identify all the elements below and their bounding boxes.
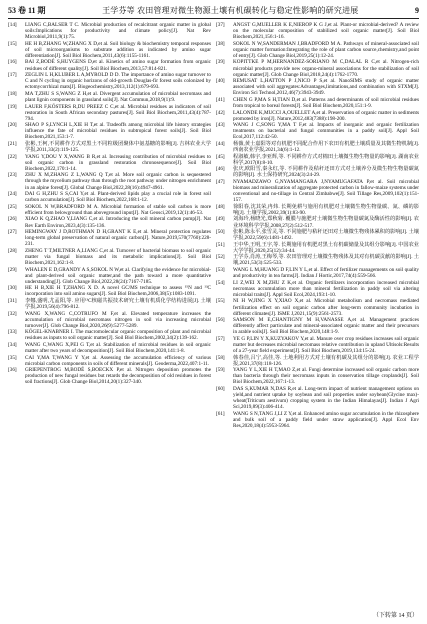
reference-number: [44] [216,140,225,147]
reference-number: [54] [216,279,225,286]
reference-text: NYAMADZAWO G,NYAMANGARA J,NYAMUGAFATA P,et al. Soil microbial biomass and mineralization of aggregate protected carbon in fallow-maize systems under conventional and no-tillage in Central Zimbabwe[J]. Soil Tillage Res,2009,102(1):151-157. [233,178,419,204]
reference-item [216,216,419,228]
reference-number: [36] [8,367,17,374]
reference-number: [30] [8,285,17,292]
reference-item [216,242,419,254]
reference-text: BAI Z,BODÉ S,HUYGENS D,et al. Kinetics of amino sugar formation from organic residues of different quality[J]. Soil Biol Biochem,2013,57:814-821. [25,59,211,72]
reference-number: [45] [216,153,225,160]
reference-item [216,386,419,410]
reference-item [8,204,211,216]
reference-number: [28] [8,247,17,254]
reference-text: WANG S N,TANG J,LI Z Y,et al. Enhanced amino sugar accumulation in the rhizosphere and bulk soil of a paddy field under straw application[J]. Appl Ecol Env Res,2020,18(4):5953-5964. [233,410,419,429]
reference-item [216,411,419,429]
reference-number: [15] [8,40,17,47]
reference-number: [50] [216,229,225,236]
reference-number: [39] [216,59,225,66]
reference-text: SAMSON M E,CHANTIGNY M H,VANASSE A,et al. Management practices differently affect particulate and mineral-associated organic matter and their precursors in arable soils[J]. Soil Biol Biochem,2020,148:1-9. [233,317,419,336]
reference-number: [51] [216,241,225,248]
reference-number: [60] [216,386,225,393]
reference-item [8,122,211,140]
reference-item [8,191,211,203]
reference-item [8,59,211,71]
reference-item [216,154,419,166]
reference-number: [24] [8,191,17,198]
reference-number: [33] [8,329,17,336]
reference-text: ZHENG T T,MILTNER A,LIANG C,et al. Turnover of bacterial biomass to soil organic matter via fungal biomass and its metabolic implications[J]. Soil Biol Biochem,2021,162:1-8. [25,247,211,266]
reference-text: WHALEN E D,GRANDY A S,SOKOL N W,et al. Clarifying the evidence for microbial-and plant-derived soil organic matter,and the path toward a more quantitative understanding[J]. Glob Change Biol,2022,28(24):7167-7185. [25,266,211,285]
reference-text: ZHU X M,ZHANG Z L,WANG Q T,et al. More soil organic carbon is sequestered through the mycelium pathway than through the root pathway under nitrogen enrichment in an alpine forest[J]. Global Change Biol,2022,28(16):4947-4961. [25,172,211,191]
reference-text: 杨薇,黄士嘉阳等对有机肥不同配合作用下农田有机肥土壤质量及其微生物机制[J]. 西南农业学报,2021,34(6):1-12. [233,140,419,154]
continued-note: （下转第 14 页） [372,613,418,619]
reference-text: XIAO K Q,ZHAO Y,LIANG C,et al. Introducing the soil mineral carbon pump[J]. Nat Rev Earth Environ,2023,4(3):135-136. [25,216,211,229]
reference-text: DAS S,KUMAR N,DAS R,et al. Long-term impact of nutrient management options on yield,and nutrient uptake by soybean and soil properties under soybean(Glycine max)-wheat(Triticum aestivum) cropping system in the Indian Himalayas[J]. Indian J Agri Sci,2019,89(3):406-414. [233,386,419,411]
reference-text: DAI G H,ZHU S S,CAI Y,et al. Plant-derived lipids play a crucial role in forest soil carbon accumulation[J]. Soil Biol Biochem,2022,168:1-12. [25,191,211,204]
reference-item [8,91,211,103]
reference-item [8,285,211,297]
reference-number: [42] [216,109,225,116]
reference-item [216,41,419,59]
reference-number: [41] [216,96,225,103]
reference-text: GRIEPENTROG M,BODÉ S,BOECKX P,et al. Nitrogen deposition promotes the production of new fungal residues but retards the decomposition of old residues in forest soil fractions[J]. Glob Change Biol,2014,20(1):327-340. [25,367,211,386]
reference-item [8,141,211,153]
reference-item [216,179,419,203]
reference-number: [49] [216,216,225,223]
reference-text: NI H W,JING X Y,XIAO X,et al. Microbial metabolism and necromass mediated fertilization effect on soil organic carbon after long-term community incubation in different climates[J]. ISME J,2021,15(9):2561-2573. [233,298,419,317]
reference-number: [18] [8,90,17,97]
reference-number: [37] [216,22,225,28]
reference-text: ANGST G,MUELLER K E,NIEROP K G J,et al. Plant-or microbial-derived? A review on the molecular composition of stabilized soil organic matter[J]. Soil Biol Biochem,2021,156:1-16. [233,22,419,41]
reference-number: [47] [216,178,225,185]
reference-item [216,122,419,140]
reference-number: [57] [216,335,225,342]
reference-number: [56] [216,317,225,324]
page-number: 9 [415,6,419,15]
references-right-column [216,22,419,430]
reference-item [216,166,419,178]
running-title: 王学芬等 农田管理对微生物源土壤有机碳转化与稳定性影响的研究进展 [102,6,359,15]
reference-text: ZEGLIN L H,KLUBER L A,MYROLD D D. The importance of amino sugar turnover to C and N cycling in organic horizons of old-growth Douglas-fir forest soils colonized by ectomycorrhizal mats[J]. Biogeochemistry,2013,112(1):679-693. [25,72,211,91]
reference-item [8,41,211,59]
reference-text: 张彬,王柯,不同耕作方式对黑土不同粒级团聚体中氨基糖的影响[J]. 吉林农业大学学报,2011,33(2):119-125. [25,140,211,154]
reference-item [8,172,211,190]
reference-number: [34] [8,341,17,348]
reference-item [216,141,419,153]
reference-number: [26] [8,216,17,223]
reference-item [216,355,419,367]
reference-number: [38] [216,40,225,47]
reference-text: HE H B,ZHANG W,ZHANG X D,et al. Soil biology & biochemistry temporal responses of soil microorganisms to substrate addition as indicated by amino sugar differentiation[J]. Soil Biol Biochem,2011,43(6):1155-1161. [25,40,211,59]
reference-item [8,311,211,329]
reference-item [8,248,211,266]
reference-number: [59] [216,367,225,374]
reference-text: LIANG C,BALSER T C. Microbial production of recalcitrant organic matter in global soils:Implications for productivity and climate policy[J]. Nat Rev Microbiol,2011,9(1):75. [25,22,211,41]
reference-item [216,280,419,298]
reference-text: SOKOL N W,SANDERMAN J,BRADFORD M A. Pathways of mineral-associated soil organic matter formation:Integrating the role of plant carbon source,chemistry,and point of entry[J]. Glob Change Biol,2019,25(1):12-24. [233,40,419,59]
reference-item [8,367,211,385]
reference-text: LALONDE K,MUCCI A,OUELLET A,et al. Preservation of organic matter in sediments promoted by iron[J]. Nature,2012,483(7388):198-200. [233,109,419,122]
reference-item [8,154,211,172]
reference-item [216,204,419,216]
reference-text: 王中华,王明,王宇,等. 长期施用有机肥对黑土有机碳储量及其组分影响[J]. 中国农业大学学报,2020,25(12):34-44. [233,241,419,254]
reference-text: HEMINGWAY J D,ROTHMAN D H,GRANT K E,et al. Mineral protection regulates long-term global preservation of natural organic carbon[J]. Nature,2019,570(7760):228-231. [25,229,211,248]
reference-item [216,267,419,279]
reference-text: 徐阳春,沈其荣,冉炜. 长期免耕与施用有机肥对土壤微生物生物量碳、氮、磷的影响[J]. 土壤学报,2002,39(1):83-90. [233,203,419,216]
reference-item [8,355,211,367]
reference-number: [19] [8,103,17,110]
reference-text: WANG J C,SONG Y,MA T F,et al. Impacts of inorganic and organic fertilization treatments on bacterial and fungal communities in a paddy soil[J]. Appl Soil Ecol,2017,112:42-50. [233,122,419,141]
reference-text: 张彬,陈永平,张雪灵,等. 不同施肥与秸秆还田对土壤微生物残体累积的影响[J]. 土壤学报,2022,59(6):1481-1492. [233,229,419,242]
reference-number: [48] [216,203,225,210]
reference-item [216,317,419,335]
reference-number: [25] [8,203,17,210]
reference-number: [46] [216,166,225,173]
reference-text: WANG C,WANG X,PEI G T,et al. Stabilization of microbial residues in soil organic matter after two years of decomposition[J]. Soil Biol Biochem,2020,141:1-8. [25,341,211,355]
reference-number: [40] [216,78,225,85]
reference-number: [58] [216,354,225,361]
reference-number: [32] [8,310,17,317]
reference-number: [31] [8,297,17,304]
reference-text: SOKOL N W,BRADFORD M A. Microbial formation of stable soil carbon is more efficient from belowground than aboveground input[J]. Nat Geosci,2019,12(1):46-53. [25,203,211,216]
reference-item [8,298,211,310]
reference-number: [16] [8,59,17,66]
reference-text: 韩春佳,吕宁,高佳,等. 土地利用方式对土壤有机碳及其组分的影响[J]. 农业工程学报,2021,37(8):118-126. [233,354,419,367]
reference-item [8,229,211,247]
reference-text: HE H B,XIE H T,ZHANG X D. A novel GC/MS technique to assess ¹⁵N and ¹³C incorporation into soil amino sugars[J]. Soil Biol Biochem,2006,38(5):1083-1091. [25,285,211,298]
reference-text: LI Z,WEI X M,ZHU Z K,et al. Organic fertilizers incorporation increased microbial necromass accumulation more than mineral fertilization in paddy soil via altering microbial traits[J]. Appl Soil Ecol,2024,193:1-10. [233,279,419,298]
reference-text: LAUER F,KÖSTERS R,DU PREEZ C C,et al. Microbial residues as indicators of soil restoration in South African secondary pastures[J]. Soil Biol Biochem,2011,43(4):787-794. [25,103,211,122]
reference-number: [20] [8,122,17,129]
reference-text: 程淑敏,韩宇,李亚辉,等. 不同耕作方式对棉田土壤微生物生物量的影响[J]. 湖南农业科学,2017(8):8-10. [233,153,419,166]
reference-number: [23] [8,172,17,179]
reference-number: [27] [8,229,17,236]
reference-item [216,78,419,96]
reference-text: WANG X,WANG C,COTRUFO M F,et al. Elevated temperature increases the accumulation of microbial necromass nitrogen in soil via increasing microbial turnover[J]. Glob Change Biol,2020,26(9):5277-5289. [25,310,211,329]
reference-text: 张庆,欧阳雪,秦永红,等. 不同耕作及秸秆还田方式对土壤养分及微生物生物量碳氮的影响[J]. 水土保持研究,2024(3):24-29. [233,166,419,179]
reference-item [8,72,211,90]
reference-item [216,254,419,266]
reference-number: [52] [216,254,225,261]
reference-text: REMUSAT L,HATTON P J,NICO P S,et al. NanoSIMS study of organic matter associated with soil aggregates:Advantages,limitations,and combination with STXM[J]. Environ Sci Technol,2012,46(7):3943-3949. [233,78,419,97]
volume-issue: 53 卷 11 期 [8,6,46,15]
reference-number: [22] [8,153,17,160]
reference-number: [43] [216,122,225,129]
reference-number: [61] [216,410,225,417]
reference-number: [14] [8,22,17,28]
reference-text: SHAO P S,LYNCH L,XIE H T,et al. Tradeoffs among microbial life history strategies influence the fate of microbial residues in subtropical forest soils[J]. Soil Biol Biochem,2021,153:1-7. [25,122,211,141]
reference-item [8,22,211,40]
reference-text: WANG L M,HUANG D F,LIN Y L,et al. Effect of fertilizer managements on soil quality and productivity in tea farms[J]. Indian J Hortic,2017,74(4):559-566. [233,267,419,280]
references-left-column [8,22,211,386]
reference-text: KOPITTKE P M,HERNANDEZ-SORIANO M C,DALAL R C,et al. Nitrogen-rich microbial products provide new organo-mineral associations for the stabilization of soil organic matter[J]. Glob Change Biol,2018,24(4):1762-1770. [233,59,419,78]
reference-item [8,104,211,122]
reference-text: 刘海玲,杨晓光,郑秋菊. 覆膜与施肥对土壤微生物生物量碳氮及酶活性的影响[J]. 农业环境科学学报,2008,27(2):512-517. [233,216,419,229]
reference-text: KÖGEL-KNABNER I. The macromolecular organic composition of plant and microbial residues as inputs to soil organic matter[J]. Soil Biol Biochem,2002,34(2):139-162. [25,329,211,342]
reference-number: [53] [216,267,225,274]
reference-item [216,336,419,354]
reference-text: MA T,ZHU S S,WANG Z H,et al. Divergent accumulation of microbial necromass and plant lignin components in grassland soils[J]. Nat Commun,2018,9(1):9. [25,90,211,103]
running-header [8,5,419,17]
header-rule [8,18,419,19]
reference-text: CAI Y,MA T,WANG Y Y,et al. Assessing the accumulation efficiency of various microbial carbon components in soils of different minerals[J]. Geoderma,2022,407:1-11. [25,354,211,367]
reference-number: [29] [8,266,17,273]
reference-number: [21] [8,140,17,147]
reference-item [216,22,419,40]
reference-text: 王学芬,肖涛,王梅琴,等. 农田管理对土壤微生物残体及其对有机碳贡献的影响[J]. 土壤,2021,53(3):525-533. [233,254,419,267]
reference-item [8,329,211,341]
reference-number: [55] [216,298,225,305]
reference-number: [35] [8,354,17,361]
reference-item [216,367,419,385]
reference-text: 李娜,盛明,尤孟阳,等. 应用¹³C核磁共振技术研究土壤有机质化学结构进展[J]. 土壤学报,2019,56(4):796-812. [25,297,211,311]
reference-text: CHEN G P,MA S H,TIAN D,et al. Patterns and determinants of soil microbial residues from tropical to boreal forests[J]. Soil Biol Biochem,2020,151:1-9. [233,96,419,110]
reference-item [8,216,211,228]
reference-item [216,229,419,241]
reference-item [8,342,211,354]
reference-item [216,298,419,316]
reference-item [216,59,419,77]
reference-item [216,110,419,122]
reference-text: YANG Y L,XIE H T,MAO Z,et al. Fungi determine increased soil organic carbon more than bacteria through their necromass inputs in conservation tillage croplands[J]. Soil Biol Biochem,2022,167:1-13. [233,367,419,386]
reference-text: YE G P,LIN Y X,KUZYAKOV Y,et al. Manure over crop residues increases soil organic matter but decreases microbial necromass relative contribution in upland Ultisols:Results of a 27-year field experiment[J]. Soil Biol Biochem,2019,134:15-24. [233,335,419,355]
reference-text: YANG Y,DOU Y X,WANG B R,et al. Increasing contribution of microbial residues to soil organic carbon in grassland restoration chronosequence[J]. Soil Biol Biochem,2022,170:1-14. [25,153,211,172]
reference-item [216,97,419,109]
reference-item [8,267,211,285]
reference-number: [17] [8,72,17,79]
